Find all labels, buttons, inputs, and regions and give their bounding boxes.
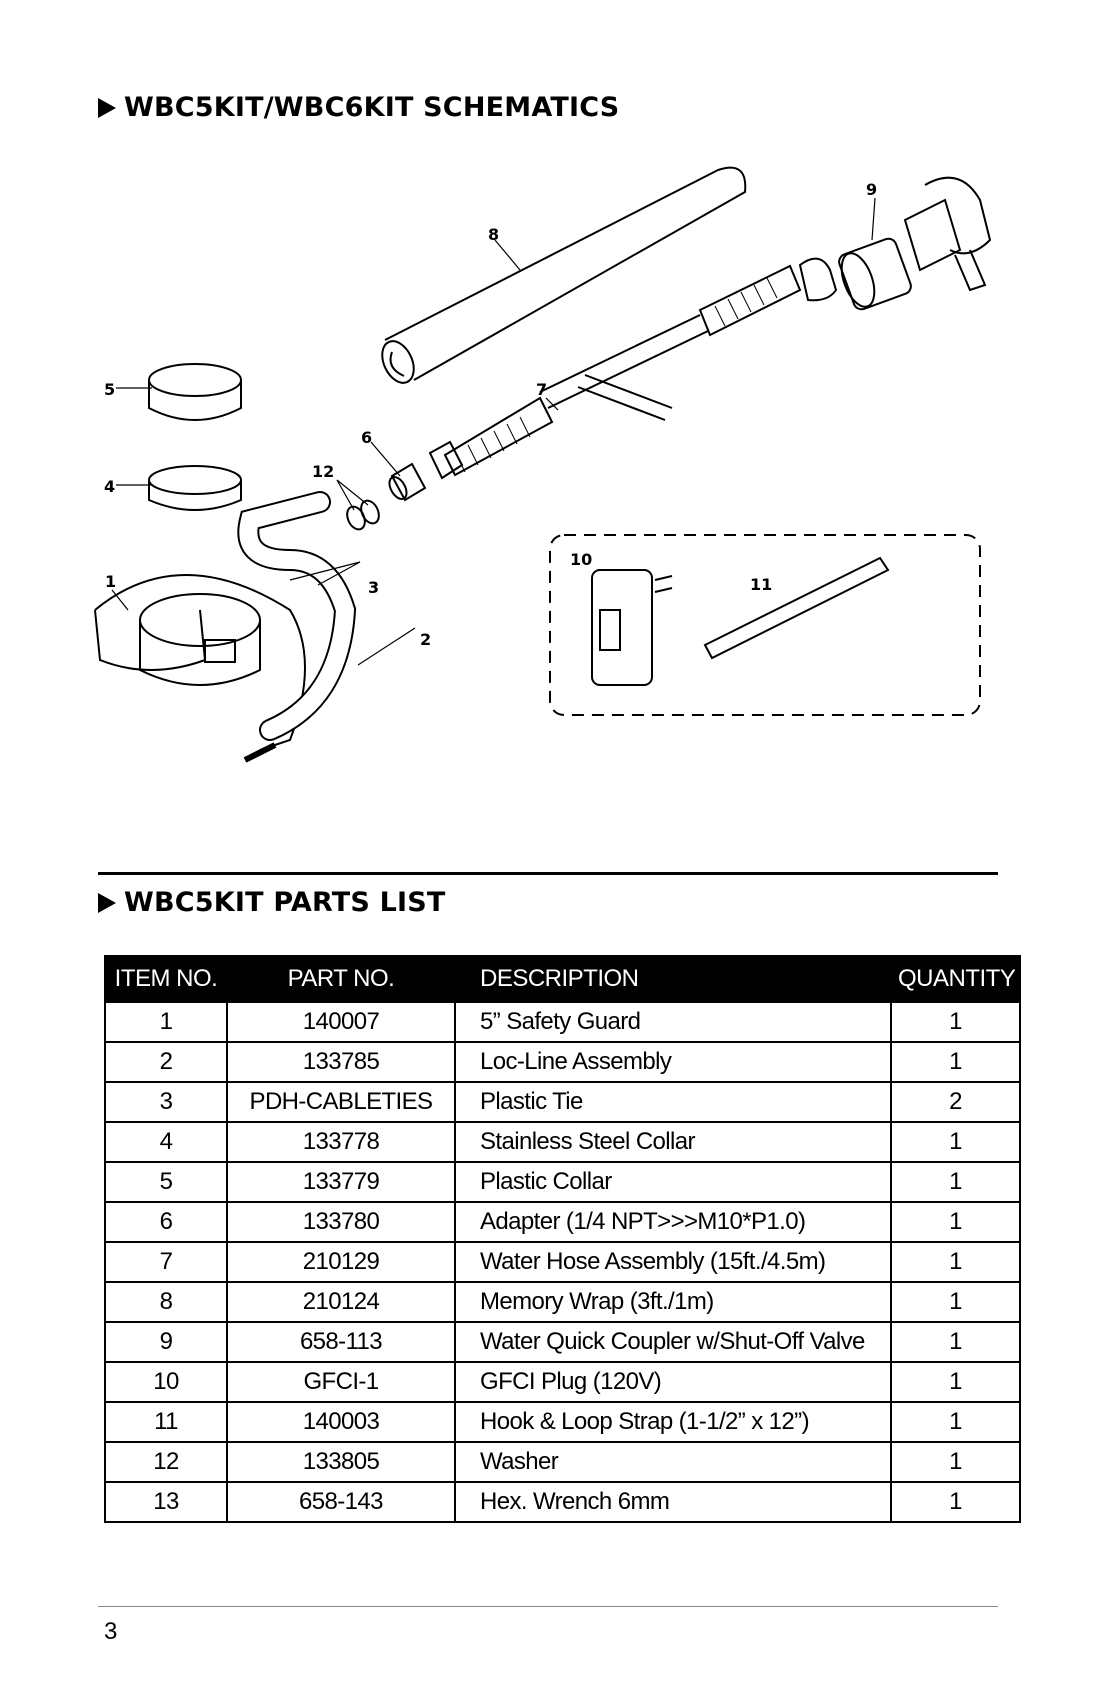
table-row (105, 1362, 1020, 1402)
cell-item: 9 (105, 1322, 227, 1362)
cell-quantity: 1 (891, 1242, 1020, 1282)
cell-description: Plastic Tie (455, 1082, 891, 1122)
triangle-bullet-icon (98, 893, 116, 913)
cell-item: 8 (105, 1282, 227, 1322)
cell-item: 7 (105, 1242, 227, 1282)
cell-item: 13 (105, 1482, 227, 1522)
cell-item: 2 (105, 1042, 227, 1082)
column-header-part: PART NO. (227, 956, 455, 1002)
table-row (105, 1482, 1020, 1522)
cell-description: 5” Safety Guard (455, 1002, 891, 1042)
parts-table (104, 955, 1021, 1523)
callout-6: 6 (361, 428, 373, 447)
cell-description: Water Hose Assembly (15ft./4.5m) (455, 1242, 891, 1282)
cell-description: Hex. Wrench 6mm (455, 1482, 891, 1522)
cell-item: 1 (105, 1002, 227, 1042)
cell-item: 3 (105, 1082, 227, 1122)
callout-4: 4 (104, 477, 116, 496)
cell-quantity: 1 (891, 1162, 1020, 1202)
cell-part-no: 133778 (227, 1122, 455, 1162)
schematics-heading (98, 92, 619, 123)
cell-part-no: GFCI-1 (227, 1362, 455, 1402)
cell-part-no: 133785 (227, 1042, 455, 1082)
callout-11: 11 (750, 575, 773, 594)
cell-part-no: 658-113 (227, 1322, 455, 1362)
cell-item: 5 (105, 1162, 227, 1202)
table-row (105, 1042, 1020, 1082)
steel-collar-drawing (149, 466, 241, 510)
cell-quantity: 1 (891, 1202, 1020, 1242)
schematic-diagram (0, 140, 1100, 790)
cell-item: 10 (105, 1362, 227, 1402)
cell-quantity: 1 (891, 1042, 1020, 1082)
cell-quantity: 1 (891, 1282, 1020, 1322)
cell-item: 11 (105, 1402, 227, 1442)
cell-quantity: 1 (891, 1402, 1020, 1442)
page-number: 3 (104, 1618, 118, 1645)
cell-quantity: 1 (891, 1442, 1020, 1482)
callout-2: 2 (420, 630, 432, 649)
adapter-drawing (386, 464, 425, 502)
gfci-strap-box (550, 535, 980, 715)
quick-coupler-drawing (835, 178, 990, 312)
cell-part-no: 133780 (227, 1202, 455, 1242)
table-row (105, 1122, 1020, 1162)
memory-wrap-drawing (376, 168, 745, 388)
callout-1: 1 (105, 572, 117, 591)
schematics-title: WBC5KIT/WBC6KIT SCHEMATICS (124, 92, 620, 123)
cell-item: 12 (105, 1442, 227, 1482)
cell-description: Adapter (1/4 NPT>>>M10*P1.0) (455, 1202, 891, 1242)
cell-description: Loc-Line Assembly (455, 1042, 891, 1082)
column-header-description: DESCRIPTION (455, 956, 891, 1002)
cell-description: Stainless Steel Collar (455, 1122, 891, 1162)
cell-part-no: 210124 (227, 1282, 455, 1322)
table-row (105, 1202, 1020, 1242)
callout-12: 12 (312, 462, 335, 481)
cell-part-no: 210129 (227, 1242, 455, 1282)
cell-description: Water Quick Coupler w/Shut-Off Valve (455, 1322, 891, 1362)
cell-description: Washer (455, 1442, 891, 1482)
cell-quantity: 1 (891, 1482, 1020, 1522)
strap-drawing (705, 558, 888, 658)
column-header-item: ITEM NO. (105, 956, 227, 1002)
table-row (105, 1282, 1020, 1322)
callout-3: 3 (368, 578, 380, 597)
column-header-quantity: QUANTITY (891, 956, 1020, 1002)
cell-part-no: 140007 (227, 1002, 455, 1042)
table-row (105, 1242, 1020, 1282)
cell-quantity: 1 (891, 1122, 1020, 1162)
callout-10: 10 (570, 550, 593, 569)
callout-8: 8 (488, 225, 500, 244)
cell-quantity: 2 (891, 1082, 1020, 1122)
cell-quantity: 1 (891, 1002, 1020, 1042)
callout-7: 7 (536, 380, 548, 399)
table-row (105, 1322, 1020, 1362)
table-row (105, 1082, 1020, 1122)
footer-divider (98, 1606, 998, 1607)
parts-list-title: WBC5KIT PARTS LIST (124, 887, 446, 918)
callout-5: 5 (104, 380, 116, 399)
cell-description: Plastic Collar (455, 1162, 891, 1202)
cell-part-no: PDH-CABLETIES (227, 1082, 455, 1122)
cell-part-no: 133805 (227, 1442, 455, 1482)
cell-quantity: 1 (891, 1322, 1020, 1362)
cell-item: 4 (105, 1122, 227, 1162)
cell-description: Hook & Loop Strap (1-1/2” x 12”) (455, 1402, 891, 1442)
water-hose-drawing (430, 259, 836, 478)
cell-description: GFCI Plug (120V) (455, 1362, 891, 1402)
parts-list-heading (98, 887, 446, 918)
plastic-collar-drawing (149, 364, 241, 420)
table-row (105, 1442, 1020, 1482)
table-row (105, 1162, 1020, 1202)
cell-part-no: 140003 (227, 1402, 455, 1442)
callout-9: 9 (866, 180, 878, 199)
table-row (105, 1402, 1020, 1442)
table-row (105, 1002, 1020, 1042)
cell-part-no: 133779 (227, 1162, 455, 1202)
table-header-row (105, 956, 1020, 1002)
cell-description: Memory Wrap (3ft./1m) (455, 1282, 891, 1322)
cell-quantity: 1 (891, 1362, 1020, 1402)
section-divider (98, 872, 998, 875)
triangle-bullet-icon (98, 98, 116, 118)
cell-item: 6 (105, 1202, 227, 1242)
cell-part-no: 658-143 (227, 1482, 455, 1522)
